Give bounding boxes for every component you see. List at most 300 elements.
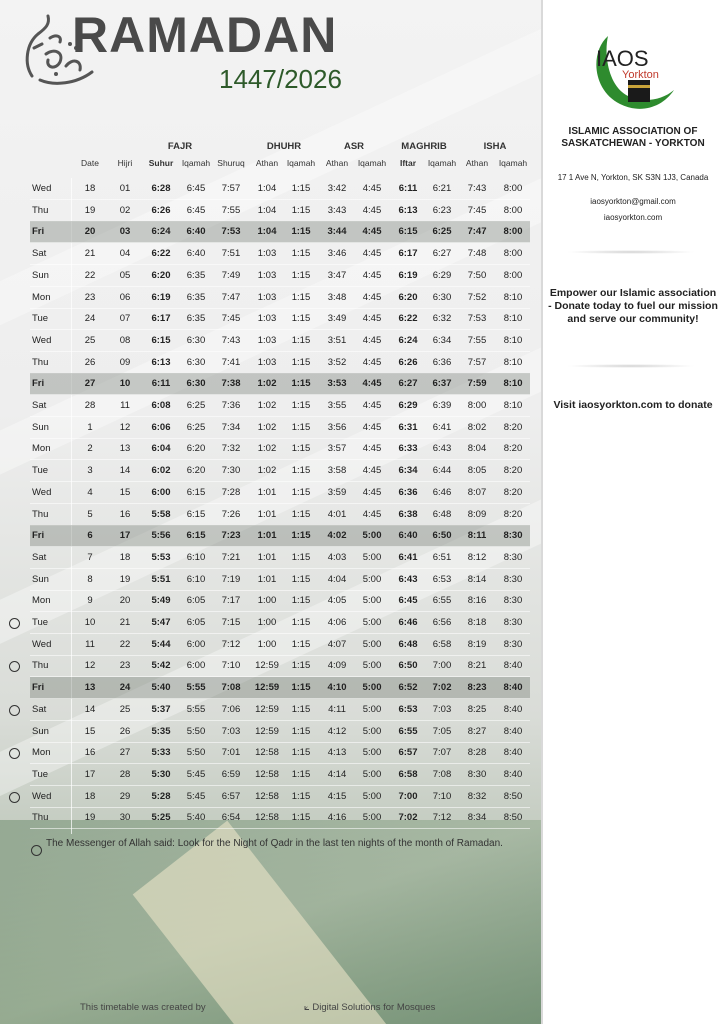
isha-iqamah-cell: 8:20 (503, 465, 523, 477)
date-cell: 18 (84, 790, 96, 802)
shuruq-cell: 7:53 (221, 226, 241, 238)
org-email[interactable]: iaosyorkton@gmail.com (590, 197, 676, 206)
header-group-fajr: FAJR (167, 141, 193, 152)
shuruq-cell: 7:45 (221, 313, 241, 325)
header-fajr-iqamah: Iqamah (181, 158, 211, 168)
table-row (30, 395, 530, 417)
isha-iqamah-cell: 8:00 (503, 226, 523, 238)
asr-iqamah-cell: 5:00 (362, 638, 382, 650)
dhuhr-iqamah-cell: 1:15 (291, 291, 311, 303)
hijri-cell: 02 (119, 204, 131, 216)
shuruq-cell: 7:15 (221, 617, 241, 628)
day-cell: Thu (32, 356, 49, 368)
table-row (30, 178, 530, 200)
isha-iqamah-cell: 8:50 (503, 812, 523, 824)
shuruq-cell: 6:57 (221, 790, 241, 802)
hijri-cell: 25 (119, 703, 131, 715)
shuruq-cell: 7:51 (221, 248, 241, 260)
dhuhr-athan-cell: 1:02 (257, 400, 277, 411)
dhuhr-iqamah-cell: 1:15 (291, 269, 311, 281)
isha-athan-cell: 7:43 (467, 183, 487, 194)
fajr-iqamah-cell: 6:15 (186, 530, 206, 542)
isha-iqamah-cell: 8:10 (503, 313, 523, 325)
maghrib-iqamah-cell: 6:41 (432, 421, 452, 433)
isha-athan-cell: 8:34 (467, 812, 487, 824)
dhuhr-athan-cell: 1:00 (257, 617, 277, 628)
header-maghrib-iqamah: Iqamah (427, 158, 457, 168)
isha-iqamah-cell: 8:10 (503, 378, 523, 390)
maghrib-iqamah-cell: 7:08 (432, 768, 452, 780)
date-cell: 13 (84, 682, 96, 694)
table-row (30, 786, 530, 808)
day-cell: Tue (32, 465, 49, 477)
date-cell: 26 (84, 356, 96, 368)
isha-iqamah-cell: 8:30 (503, 595, 523, 607)
date-cell: 10 (84, 617, 96, 628)
day-cell: Tue (32, 768, 49, 780)
fajr-iqamah-cell: 6:35 (186, 313, 206, 325)
dhuhr-iqamah-cell: 1:15 (291, 595, 311, 607)
header-dhuhr-iqamah: Iqamah (286, 158, 316, 168)
day-cell: Tue (32, 617, 49, 628)
isha-athan-cell: 7:59 (467, 378, 487, 390)
maghrib-iqamah-cell: 6:39 (432, 400, 452, 411)
date-cell: 21 (84, 248, 96, 260)
asr-iqamah-cell: 5:00 (362, 660, 382, 672)
date-cell: 14 (84, 703, 96, 715)
isha-athan-cell: 8:21 (467, 660, 487, 672)
isha-athan-cell: 8:05 (467, 465, 487, 477)
header-group-asr: ASR (343, 141, 365, 152)
maghrib-iqamah-cell: 6:32 (432, 313, 452, 325)
maghrib-iqamah-cell: 7:02 (432, 682, 452, 694)
date-cell: 19 (84, 812, 96, 824)
shuruq-cell: 7:26 (221, 508, 241, 520)
sidebar-divider (566, 364, 696, 368)
table-row (30, 200, 530, 222)
isha-athan-cell: 8:07 (467, 486, 487, 498)
hijri-cell: 23 (119, 660, 131, 672)
hijri-cell: 19 (119, 573, 131, 585)
isha-athan-cell: 8:09 (467, 508, 487, 520)
table-row (30, 460, 530, 482)
asr-athan-cell: 3:57 (327, 443, 347, 455)
asr-athan-cell: 3:46 (327, 248, 347, 260)
iftar-cell: 6:20 (398, 291, 418, 303)
dhuhr-iqamah-cell: 1:15 (291, 790, 311, 802)
isha-iqamah-cell: 8:10 (503, 334, 523, 346)
fajr-iqamah-cell: 5:50 (186, 747, 206, 759)
donate-message: Empower our Islamic association - Donate today to fuel our mission and serve our community! (548, 287, 718, 325)
shuruq-cell: 7:03 (221, 725, 241, 737)
fajr-iqamah-cell: 6:35 (186, 291, 206, 303)
iftar-cell: 6:52 (398, 682, 418, 694)
header-iftar: Iftar (399, 158, 417, 168)
maghrib-iqamah-cell: 6:58 (432, 638, 452, 650)
suhur-cell: 6:06 (151, 421, 171, 433)
asr-athan-cell: 4:07 (327, 638, 347, 650)
sidebar-divider (566, 250, 696, 254)
asr-iqamah-cell: 4:45 (362, 400, 382, 411)
maghrib-iqamah-cell: 7:05 (432, 725, 452, 737)
dhuhr-athan-cell: 12:58 (255, 790, 279, 802)
hijri-cell: 22 (119, 638, 131, 650)
suhur-cell: 5:58 (151, 508, 171, 520)
asr-athan-cell: 3:47 (327, 269, 347, 281)
maghrib-iqamah-cell: 7:12 (432, 812, 452, 824)
hijri-cell: 01 (119, 183, 131, 194)
suhur-cell: 5:33 (151, 747, 171, 759)
header-isha-iqamah: Iqamah (498, 158, 528, 168)
dhuhr-iqamah-cell: 1:15 (291, 768, 311, 780)
asr-iqamah-cell: 4:45 (362, 443, 382, 455)
maghrib-iqamah-cell: 6:36 (432, 356, 452, 368)
iftar-cell: 6:58 (398, 768, 418, 780)
iftar-cell: 6:43 (398, 573, 418, 585)
org-website[interactable]: iaosyorkton.com (603, 213, 663, 222)
shuruq-cell: 7:12 (221, 638, 241, 650)
dhuhr-iqamah-cell: 1:15 (291, 747, 311, 759)
fajr-iqamah-cell: 6:30 (186, 378, 206, 390)
fajr-iqamah-cell: 6:15 (186, 508, 206, 520)
dhuhr-athan-cell: 1:01 (257, 486, 277, 498)
suhur-cell: 6:19 (151, 291, 171, 303)
day-cell: Sun (32, 573, 49, 585)
header-asr-athan: Athan (325, 158, 349, 168)
asr-athan-cell: 4:10 (327, 682, 347, 694)
dhuhr-athan-cell: 1:03 (257, 291, 277, 303)
isha-iqamah-cell: 8:40 (503, 682, 523, 694)
iftar-cell: 6:57 (398, 747, 418, 759)
table-row (30, 655, 530, 677)
dhuhr-athan-cell: 1:01 (257, 551, 277, 563)
fajr-iqamah-cell: 6:30 (186, 356, 206, 368)
dhuhr-iqamah-cell: 1:15 (291, 313, 311, 325)
asr-iqamah-cell: 5:00 (362, 682, 382, 694)
isha-athan-cell: 8:02 (467, 421, 487, 433)
maghrib-iqamah-cell: 6:23 (432, 204, 452, 216)
asr-iqamah-cell: 5:00 (362, 551, 382, 563)
hijri-cell: 15 (119, 486, 131, 498)
maghrib-iqamah-cell: 6:48 (432, 508, 452, 520)
hijri-cell: 17 (119, 530, 131, 542)
asr-athan-cell: 3:53 (327, 378, 347, 390)
shuruq-cell: 7:30 (221, 465, 241, 477)
asr-athan-cell: 3:55 (327, 400, 347, 411)
isha-iqamah-cell: 8:50 (503, 790, 523, 802)
suhur-cell: 6:20 (151, 269, 171, 281)
shuruq-cell: 6:59 (221, 768, 241, 780)
asr-iqamah-cell: 4:45 (362, 313, 382, 325)
dhuhr-athan-cell: 1:03 (257, 269, 277, 281)
hijri-cell: 20 (119, 595, 131, 607)
suhur-cell: 6:08 (151, 400, 171, 411)
day-cell: Sat (32, 551, 47, 563)
day-cell: Fri (32, 226, 45, 238)
fajr-iqamah-cell: 6:00 (186, 638, 206, 650)
iftar-cell: 7:02 (398, 812, 418, 824)
suhur-cell: 6:13 (151, 356, 171, 368)
date-cell: 27 (84, 378, 96, 390)
asr-athan-cell: 4:01 (327, 508, 347, 520)
table-row (30, 742, 530, 764)
isha-iqamah-cell: 8:30 (503, 573, 523, 585)
dhuhr-iqamah-cell: 1:15 (291, 378, 311, 390)
day-cell: Wed (32, 638, 52, 650)
dhuhr-athan-cell: 1:03 (257, 313, 277, 325)
asr-iqamah-cell: 4:45 (362, 334, 382, 346)
fajr-iqamah-cell: 6:05 (186, 595, 206, 607)
suhur-cell: 5:51 (151, 573, 171, 585)
dhuhr-iqamah-cell: 1:15 (291, 812, 311, 824)
isha-athan-cell: 8:11 (467, 530, 487, 542)
table-row (30, 699, 530, 721)
isha-athan-cell: 8:27 (467, 725, 487, 737)
page-title: RAMADAN (72, 7, 338, 63)
iftar-cell: 6:40 (398, 530, 418, 542)
maghrib-iqamah-cell: 6:34 (432, 334, 452, 346)
header-suhur: Suhur (148, 158, 174, 168)
iftar-cell: 6:27 (398, 378, 418, 390)
odd-night-circle-icon (9, 705, 20, 716)
isha-athan-cell: 8:23 (467, 682, 487, 694)
day-cell: Wed (32, 183, 52, 194)
isha-athan-cell: 8:28 (467, 747, 487, 759)
table-row (30, 438, 530, 460)
header-group-isha: ISHA (483, 141, 507, 152)
day-cell: Thu (32, 508, 49, 520)
logo-subtext: Yorkton (622, 69, 659, 81)
dhuhr-athan-cell: 12:59 (255, 725, 279, 737)
hijri-cell: 10 (119, 378, 131, 390)
dhuhr-athan-cell: 1:02 (257, 421, 277, 433)
day-cell: Thu (32, 812, 49, 824)
dhuhr-iqamah-cell: 1:15 (291, 551, 311, 563)
table-row (30, 265, 530, 287)
shuruq-cell: 7:23 (221, 530, 241, 542)
date-cell: 25 (84, 334, 96, 346)
isha-athan-cell: 8:12 (467, 551, 487, 563)
hijri-cell: 21 (119, 617, 131, 628)
dhuhr-athan-cell: 1:01 (257, 530, 277, 542)
asr-iqamah-cell: 5:00 (362, 703, 382, 715)
isha-iqamah-cell: 8:30 (503, 530, 523, 542)
isha-athan-cell: 8:16 (467, 595, 487, 607)
shuruq-cell: 7:43 (221, 334, 241, 346)
fajr-iqamah-cell: 6:40 (186, 248, 206, 260)
friday-row (30, 525, 530, 547)
shuruq-cell: 7:01 (221, 747, 241, 759)
table-row (30, 590, 530, 612)
note-circle-icon (31, 845, 42, 856)
asr-athan-cell: 4:12 (327, 725, 347, 737)
org-address: 17 1 Ave N, Yorkton, SK S3N 1J3, Canada (557, 173, 709, 182)
asr-iqamah-cell: 5:00 (362, 725, 382, 737)
maghrib-iqamah-cell: 6:55 (432, 595, 452, 607)
iftar-cell: 6:29 (398, 400, 418, 411)
date-cell: 8 (87, 573, 93, 585)
suhur-cell: 5:44 (151, 638, 171, 650)
dhuhr-athan-cell: 1:02 (257, 465, 277, 477)
hijri-cell: 05 (119, 269, 131, 281)
shuruq-cell: 7:47 (221, 291, 241, 303)
maghrib-iqamah-cell: 6:21 (432, 183, 452, 194)
maghrib-iqamah-cell: 6:50 (432, 530, 452, 542)
iaos-logo (586, 24, 678, 116)
dhuhr-iqamah-cell: 1:15 (291, 573, 311, 585)
iftar-cell: 6:50 (398, 660, 418, 672)
maghrib-iqamah-cell: 6:46 (432, 486, 452, 498)
hijri-cell: 14 (119, 465, 131, 477)
sidebar (541, 0, 724, 1024)
fajr-iqamah-cell: 6:20 (186, 465, 206, 477)
dhuhr-iqamah-cell: 1:15 (291, 486, 311, 498)
suhur-cell: 5:40 (151, 682, 171, 694)
iftar-cell: 6:13 (398, 204, 418, 216)
fajr-iqamah-cell: 6:45 (186, 183, 206, 194)
suhur-cell: 6:15 (151, 334, 171, 346)
asr-iqamah-cell: 5:00 (362, 812, 382, 824)
shuruq-cell: 7:41 (221, 356, 241, 368)
fajr-iqamah-cell: 5:40 (186, 812, 206, 824)
maghrib-iqamah-cell: 6:27 (432, 248, 452, 260)
dhuhr-iqamah-cell: 1:15 (291, 356, 311, 368)
fajr-iqamah-cell: 6:20 (186, 443, 206, 455)
suhur-cell: 5:35 (151, 725, 171, 737)
dhuhr-athan-cell: 1:03 (257, 334, 277, 346)
asr-iqamah-cell: 4:45 (362, 465, 382, 477)
dhuhr-athan-cell: 1:03 (257, 248, 277, 260)
asr-iqamah-cell: 4:45 (362, 248, 382, 260)
isha-athan-cell: 8:14 (467, 573, 487, 585)
asr-athan-cell: 4:14 (327, 768, 347, 780)
isha-iqamah-cell: 8:00 (503, 183, 523, 194)
dhuhr-iqamah-cell: 1:15 (291, 703, 311, 715)
iftar-cell: 6:36 (398, 486, 418, 498)
isha-iqamah-cell: 8:20 (503, 443, 523, 455)
table-row (30, 569, 530, 591)
table-row (30, 764, 530, 786)
hijri-cell: 28 (119, 768, 131, 780)
dhuhr-athan-cell: 1:04 (257, 204, 277, 216)
asr-athan-cell: 3:43 (327, 204, 347, 216)
asr-iqamah-cell: 4:45 (362, 204, 382, 216)
isha-athan-cell: 7:57 (467, 356, 487, 368)
footer-brand-label: Digital Solutions for Mosques (312, 1002, 436, 1013)
fajr-iqamah-cell: 6:10 (186, 573, 206, 585)
date-cell: 28 (84, 400, 96, 411)
suhur-cell: 6:11 (151, 378, 171, 390)
iftar-cell: 6:38 (398, 508, 418, 520)
suhur-cell: 5:47 (151, 617, 171, 628)
asr-iqamah-cell: 4:45 (362, 269, 382, 281)
isha-iqamah-cell: 8:30 (503, 638, 523, 650)
asr-athan-cell: 3:59 (327, 486, 347, 498)
hadith-note: The Messenger of Allah said: Look for the Night of Qadr in the last ten nights of the month of Ramadan. (46, 838, 503, 849)
table-row (30, 417, 530, 439)
maghrib-iqamah-cell: 6:43 (432, 443, 452, 455)
dhuhr-iqamah-cell: 1:15 (291, 530, 311, 542)
suhur-cell: 6:17 (151, 313, 171, 325)
fajr-iqamah-cell: 6:10 (186, 551, 206, 563)
shuruq-cell: 7:49 (221, 269, 241, 281)
suhur-cell: 5:28 (151, 790, 171, 802)
day-cell: Wed (32, 334, 52, 346)
maghrib-iqamah-cell: 6:51 (432, 551, 452, 563)
iftar-cell: 6:33 (398, 443, 418, 455)
day-cell: Wed (32, 790, 52, 802)
isha-athan-cell: 7:48 (467, 248, 487, 260)
asr-athan-cell: 4:03 (327, 551, 347, 563)
dhuhr-athan-cell: 1:02 (257, 378, 277, 390)
suhur-cell: 5:30 (151, 768, 171, 780)
isha-iqamah-cell: 8:10 (503, 356, 523, 368)
hijri-cell: 04 (119, 248, 131, 260)
footer-brand (304, 1002, 435, 1013)
dhuhr-iqamah-cell: 1:15 (291, 226, 311, 238)
suhur-cell: 5:25 (151, 812, 171, 824)
maghrib-iqamah-cell: 6:29 (432, 269, 452, 281)
asr-iqamah-cell: 5:00 (362, 790, 382, 802)
maghrib-iqamah-cell: 6:44 (432, 465, 452, 477)
date-cell: 4 (87, 486, 93, 498)
date-cell: 17 (84, 768, 96, 780)
fajr-iqamah-cell: 6:05 (186, 617, 206, 628)
asr-athan-cell: 4:15 (327, 790, 347, 802)
isha-athan-cell: 7:52 (467, 291, 487, 303)
shuruq-cell: 7:36 (221, 400, 241, 411)
day-cell: Mon (32, 443, 51, 455)
suhur-cell: 6:26 (151, 204, 171, 216)
asr-iqamah-cell: 5:00 (362, 768, 382, 780)
dhuhr-iqamah-cell: 1:15 (291, 617, 311, 628)
asr-athan-cell: 3:58 (327, 465, 347, 477)
suhur-cell: 5:49 (151, 595, 171, 607)
asr-iqamah-cell: 5:00 (362, 747, 382, 759)
maghrib-iqamah-cell: 6:37 (432, 378, 452, 390)
iftar-cell: 6:17 (398, 248, 418, 260)
iftar-cell: 6:55 (398, 725, 418, 737)
iftar-cell: 6:53 (398, 703, 418, 715)
date-cell: 22 (84, 269, 96, 281)
header-asr-iqamah: Iqamah (357, 158, 387, 168)
shuruq-cell: 6:54 (221, 812, 241, 824)
table-row (30, 330, 530, 352)
asr-iqamah-cell: 4:45 (362, 356, 382, 368)
day-cell: Thu (32, 660, 49, 672)
maghrib-iqamah-cell: 7:10 (432, 790, 452, 802)
iftar-cell: 6:31 (398, 421, 418, 433)
asr-iqamah-cell: 5:00 (362, 573, 382, 585)
dhuhr-iqamah-cell: 1:15 (291, 660, 311, 672)
shuruq-cell: 7:32 (221, 443, 241, 455)
iftar-cell: 7:00 (398, 790, 418, 802)
odd-night-circle-icon (9, 792, 20, 803)
date-cell: 6 (87, 530, 93, 542)
hijri-cell: 06 (119, 291, 131, 303)
isha-iqamah-cell: 8:10 (503, 291, 523, 303)
suhur-cell: 6:00 (151, 486, 171, 498)
date-cell: 24 (84, 313, 96, 325)
isha-iqamah-cell: 8:00 (503, 248, 523, 260)
hijri-cell: 30 (119, 812, 131, 824)
iftar-cell: 6:46 (398, 617, 418, 628)
asr-athan-cell: 3:49 (327, 313, 347, 325)
dhuhr-athan-cell: 1:01 (257, 573, 277, 585)
isha-athan-cell: 7:47 (467, 226, 487, 238)
fajr-iqamah-cell: 6:45 (186, 204, 206, 216)
date-cell: 1 (87, 421, 93, 433)
